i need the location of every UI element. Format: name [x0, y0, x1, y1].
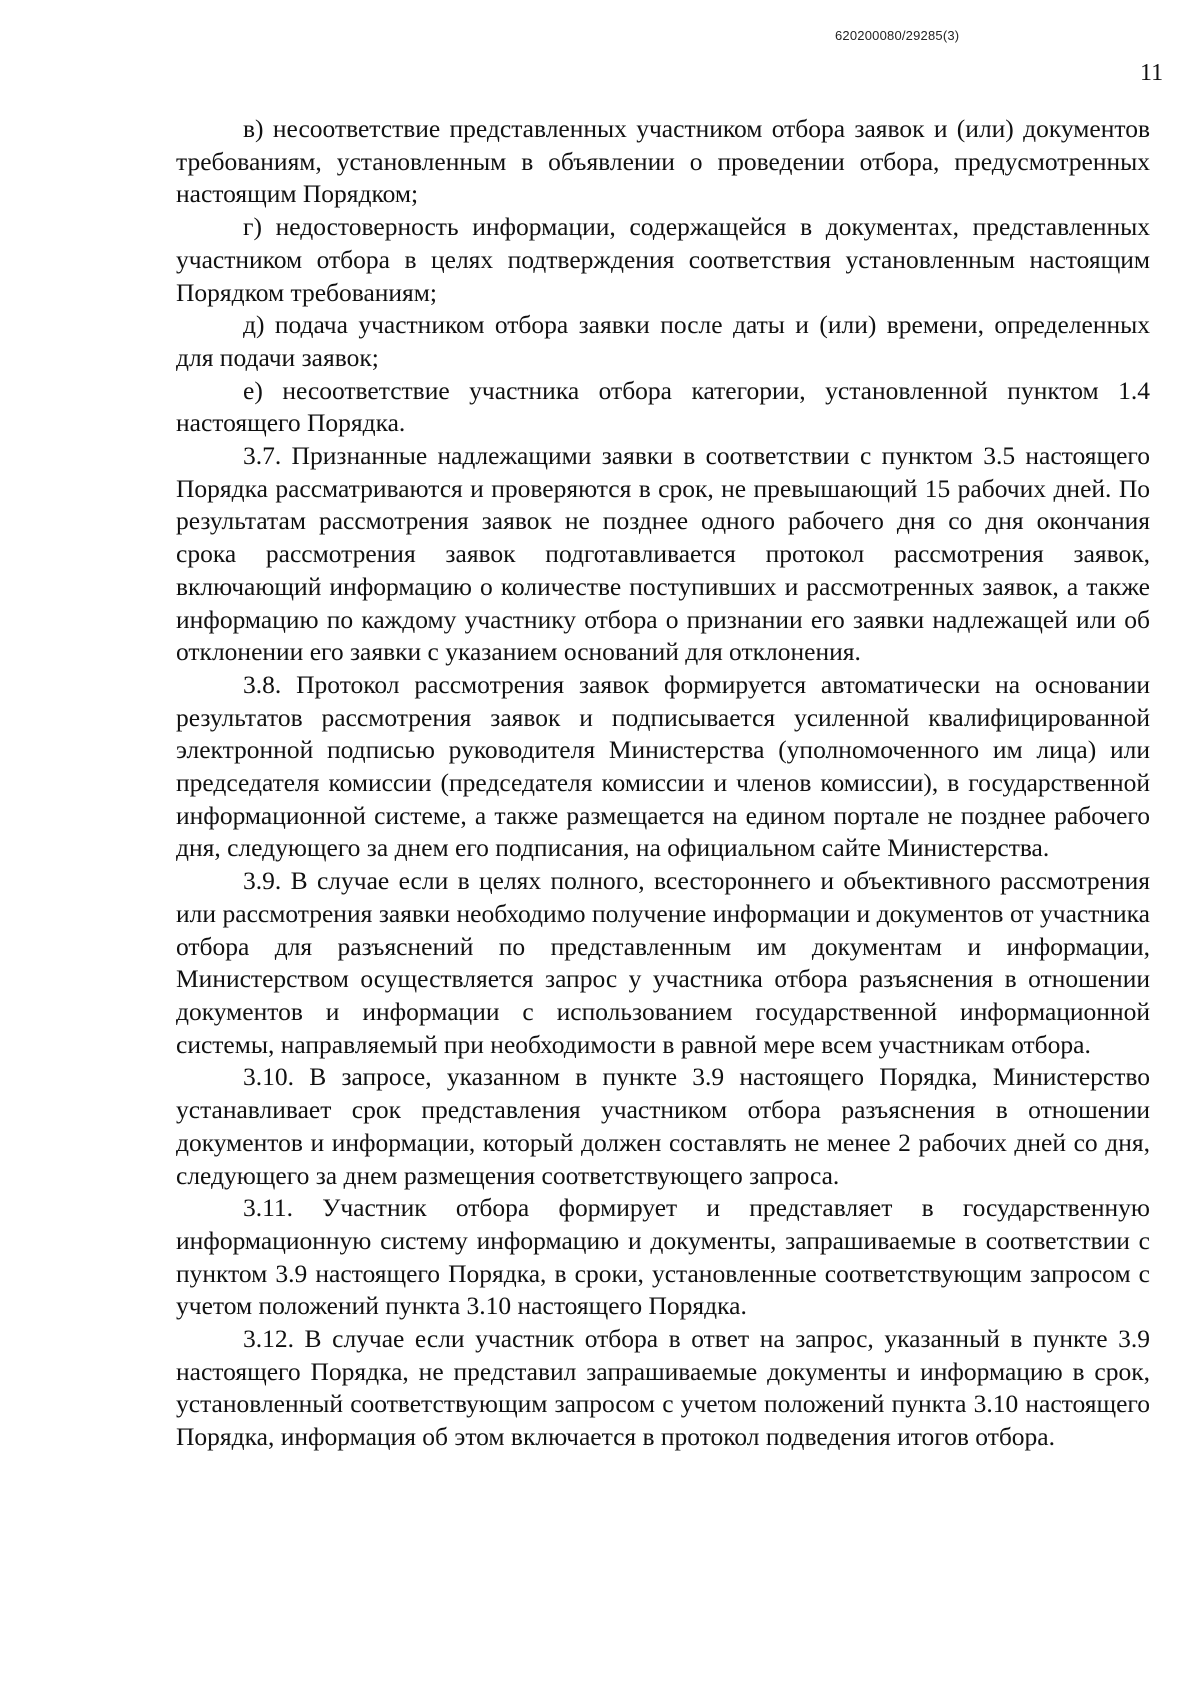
paragraph-item-d: д) подача участником отбора заявки после даты и (или) времени, определенных для подачи заявок;: [176, 310, 1150, 372]
paragraph-item-g: г) недостоверность информации, содержащейся в документах, представленных участником отбора в целях подтверждения соответствия установленным настоящим Порядком требованиям;: [176, 212, 1150, 307]
paragraph-3-7: 3.7. Признанные надлежащими заявки в соответствии с пунктом 3.5 настоящего Порядка рассматриваются и проверяются в срок, не превышающий 15 рабочих дней. По результатам рассмотрения заявок не позднее одного рабочего дня со дня окончания срока рассмотрения заявок подготавливается протокол рассмотрения заявок, включающий информацию о количестве поступивших и рассмотренных заявок, а также информацию по каждому участнику отбора о признании его заявки надлежащей или об отклонении его заявки с указанием оснований для отклонения.: [176, 441, 1150, 667]
paragraph-3-11: 3.11. Участник отбора формирует и представляет в государственную информационную систему информацию и документы, запрашиваемые в соответствии с пунктом 3.9 настоящего Порядка, в сроки, установленные соответствующим запросом с учетом положений пункта 3.10 настоящего Порядка.: [176, 1193, 1150, 1321]
paragraph-item-e: е) несоответствие участника отбора категории, установленной пунктом 1.4 настоящего Порядка.: [176, 375, 1150, 438]
paragraph-3-12: 3.12. В случае если участник отбора в ответ на запрос, указанный в пункте 3.9 настоящего Порядка, не представил запрашиваемые документы и информацию в срок, установленный соответствующим запросом с учетом положений пункта 3.10 настоящего Порядка, информация об этом включается в протокол подведения итогов отбора.: [176, 1324, 1150, 1452]
document-body: [176, 113, 1150, 1454]
page-number: 11: [1140, 60, 1164, 86]
paragraph-3-10: 3.10. В запросе, указанном в пункте 3.9 настоящего Порядка, Министерство устанавливает срок представления участником отбора разъяснения в отношении документов и информации, который должен составлять не менее 2 рабочих дней со дня, следующего за днем размещения соответствующего запроса.: [176, 1062, 1150, 1190]
paragraph-3-8: 3.8. Протокол рассмотрения заявок формируется автоматически на основании результатов рассмотрения заявок и подписывается усиленной квалифицированной электронной подписью руководителя Министерства (уполномоченного им лица) или председателя комиссии (председателя комиссии и членов комиссии), в государственной информационной системе, а также размещается на едином портале не позднее рабочего дня, следующего за днем его подписания, на официальном сайте Министерства.: [176, 669, 1150, 863]
document-code: 620200080/29285(3): [835, 28, 960, 43]
paragraph-item-v: в) несоответствие представленных участником отбора заявок и (или) документов требованиям, установленным в объявлении о проведении отбора, предусмотренных настоящим Порядком;: [176, 114, 1150, 209]
paragraph-3-9: 3.9. В случае если в целях полного, всестороннего и объективного рассмотрения или рассмотрения заявки необходимо получение информации и документов от участника отбора для разъяснений по представленным им документам и информации, Министерством осуществляется запрос у участника отбора разъяснения в отношении документов и информации с использованием государственной информационной системы, направляемый при необходимости в равной мере всем участникам отбора.: [176, 866, 1150, 1059]
